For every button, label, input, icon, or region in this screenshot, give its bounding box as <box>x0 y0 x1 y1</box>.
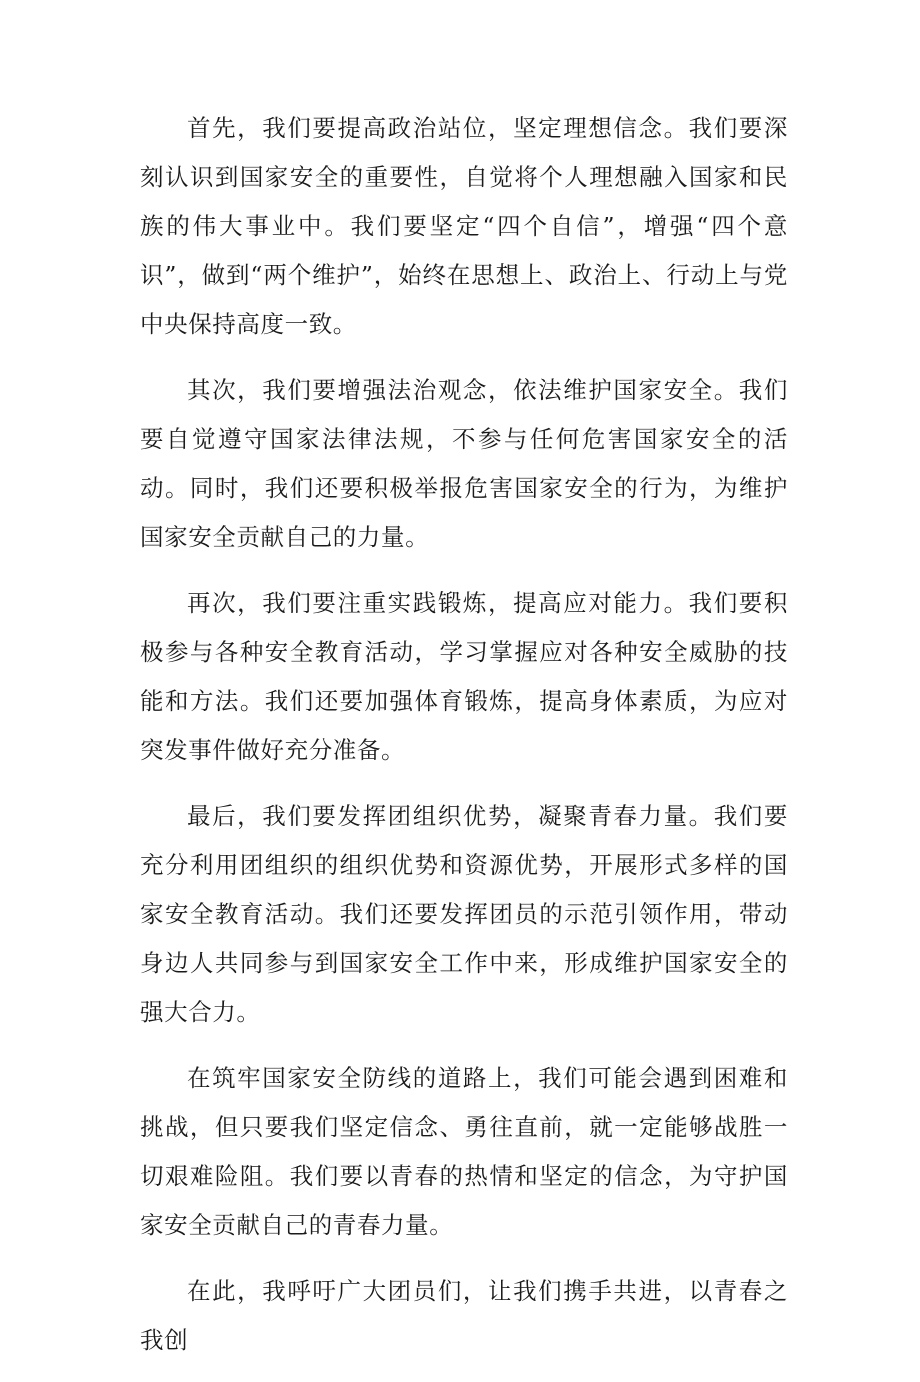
paragraph-2: 其次，我们要增强法治观念，依法维护国家安全。我们要自觉遵守国家法律法规，不参与任何危害国家安全的活动。同时，我们还要积极举报危害国家安全的行为，为维护国家安全贡献自己的力量。 <box>140 376 788 551</box>
paragraph-4: 最后，我们要发挥团组织优势，凝聚青春力量。我们要充分利用团组织的组织优势和资源优势，开展形式多样的国家安全教育活动。我们还要发挥团员的示范引领作用，带动身边人共同参与到国家安全工作中来，形成维护国家安全的强大合力。 <box>140 802 788 1026</box>
paragraph-6: 在此，我呼吁广大团员们，让我们携手共进，以青春之我创 <box>140 1277 788 1354</box>
paragraph-3: 再次，我们要注重实践锻炼，提高应对能力。我们要积极参与各种安全教育活动，学习掌握应对各种安全威胁的技能和方法。我们还要加强体育锻炼，提高身体素质，为应对突发事件做好充分准备。 <box>140 589 788 764</box>
paragraph-1: 首先，我们要提高政治站位，坚定理想信念。我们要深刻认识到国家安全的重要性，自觉将个人理想融入国家和民族的伟大事业中。我们要坚定“四个自信”，增强“四个意识”，做到“两个维护”，始终在思想上、政治上、行动上与党中央保持高度一致。 <box>140 114 788 338</box>
paragraph-5: 在筑牢国家安全防线的道路上，我们可能会遇到困难和挑战，但只要我们坚定信念、勇往直前，就一定能够战胜一切艰难险阻。我们要以青春的热情和坚定的信念，为守护国家安全贡献自己的青春力量。 <box>140 1064 788 1239</box>
document-body <box>140 104 788 1382</box>
